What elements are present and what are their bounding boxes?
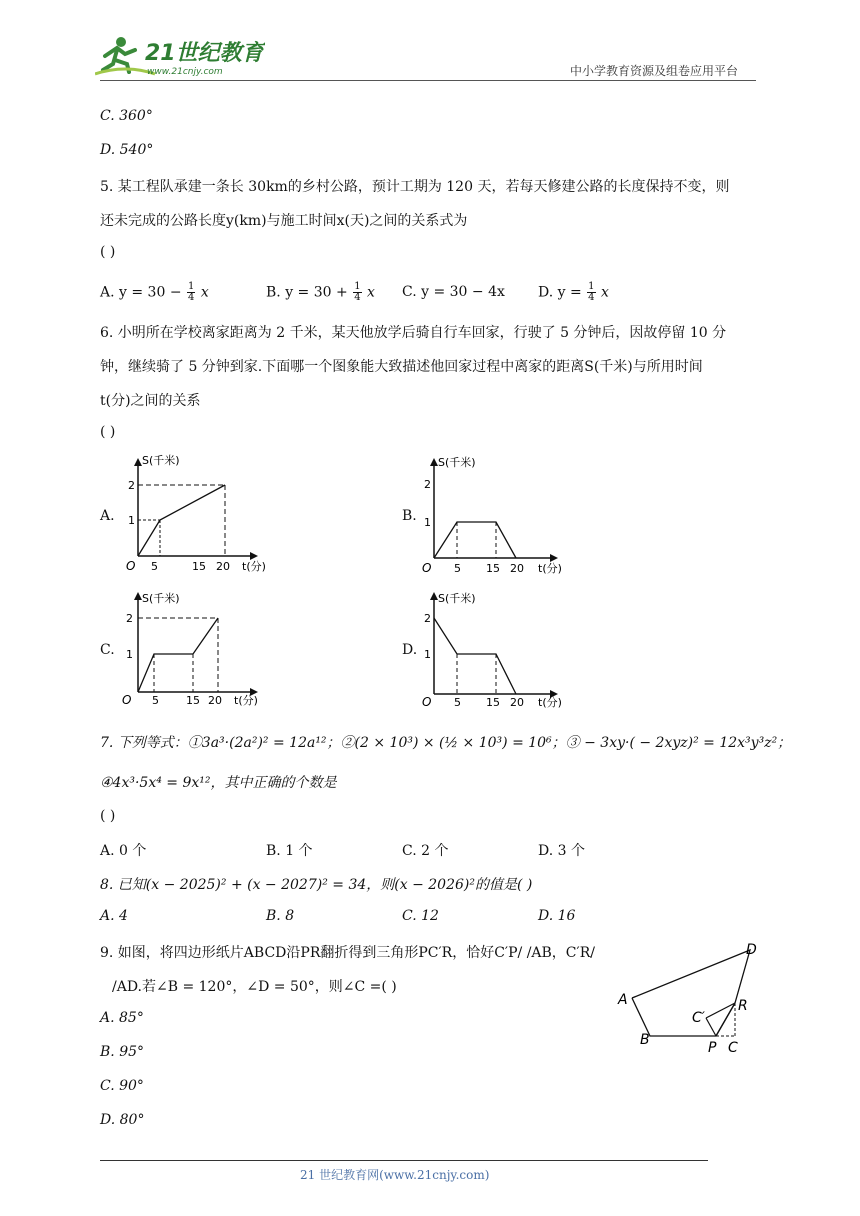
q6-graph-d — [418, 588, 568, 712]
q7-option-c: C. 2 个 — [402, 843, 449, 859]
y-axis-label: S(千米) — [438, 456, 476, 469]
q6-graph-b — [418, 452, 568, 576]
x-axis-label: t(分) — [242, 560, 266, 573]
fig-label-c-prime: C′ — [692, 1010, 705, 1026]
y-axis-label: S(千米) — [142, 454, 180, 467]
tick-5: 5 — [454, 562, 461, 575]
tick-15: 15 — [186, 694, 200, 707]
q5-paren: ( ) — [100, 244, 116, 260]
x-axis-label: t(分) — [538, 696, 562, 709]
x-axis-label: t(分) — [538, 562, 562, 575]
x-axis-label: t(分) — [234, 694, 258, 707]
fig-label-r: R — [738, 998, 748, 1014]
q6-graph-a — [118, 452, 268, 576]
graph-c-line — [138, 618, 218, 692]
tick-1: 1 — [126, 648, 133, 661]
tick-2: 2 — [424, 612, 431, 625]
header-right-text: 中小学教育资源及组卷应用平台 — [570, 64, 739, 78]
q8-option-c: C. 12 — [402, 908, 439, 924]
q9-option-c: C. 90° — [100, 1078, 144, 1094]
q9-line2: /AD.若∠B = 120°，∠D = 50°，则∠C =( ) — [112, 979, 397, 995]
tick-5: 5 — [151, 560, 158, 573]
q9-quadrilateral-figure — [608, 938, 768, 1060]
fig-label-b: B — [640, 1032, 650, 1048]
q7-option-d: D. 3 个 — [538, 843, 585, 859]
tick-5: 5 — [152, 694, 159, 707]
q7-option-b: B. 1 个 — [266, 843, 313, 859]
tick-1: 1 — [424, 648, 431, 661]
tick-5: 5 — [454, 696, 461, 709]
q7-paren: ( ) — [100, 808, 116, 824]
origin-label: O — [126, 559, 136, 573]
footer-text: 21 世纪教育网(www.21cnjy.com) — [300, 1168, 490, 1182]
fig-label-a: A — [618, 992, 628, 1008]
fig-label-p: P — [708, 1040, 717, 1056]
q6-label-b: B. — [402, 508, 417, 524]
tick-20: 20 — [216, 560, 230, 573]
q8-option-a: A. 4 — [100, 908, 128, 924]
q9-option-d: D. 80° — [100, 1112, 145, 1128]
q9-option-a: A. 85° — [100, 1010, 144, 1026]
origin-label: O — [122, 693, 132, 707]
q7-line2: ④4x³·5x⁴ = 9x¹²，其中正确的个数是 — [100, 775, 337, 791]
q5-line2: 还未完成的公路长度y(km)与施工时间x(天)之间的关系式为 — [100, 213, 468, 229]
q6-label-a: A. — [100, 508, 115, 524]
logo — [95, 34, 265, 78]
origin-label: O — [422, 561, 432, 575]
q6-line1: 6. 小明所在学校离家距离为 2 千米，某天他放学后骑自行车回家，行驶了 5 分钟后，因故停留 10 分 — [100, 325, 727, 341]
q6-line2: 钟，继续骑了 5 分钟到家.下面哪一个图象能大致描述他回家过程中离家的距离S(千米)与所用时间 — [100, 359, 703, 375]
q5-option-d: D. y = $\frac{1}{4}$ x — [538, 281, 609, 303]
graph-a-line — [138, 485, 225, 556]
origin-label: O — [422, 695, 432, 709]
q7-line1: 7. 下列等式：①3a³·(2a²)² = 12a¹²；②(2 × 10³) × (½ × 10³) = 10⁶；③ − 3xy·( − 2xyz)² = 12x³y³z²； — [100, 735, 792, 751]
tick-15: 15 — [486, 696, 500, 709]
q6-line3: t(分)之间的关系 — [100, 393, 201, 409]
header-divider — [100, 80, 756, 81]
q4-option-c: C. 360° — [100, 108, 153, 124]
q9-line1: 9. 如图，将四边形纸片ABCD沿PR翻折得到三角形PC′R，恰好C′P/ /AB，C′R/ — [100, 945, 595, 961]
q9-option-b: B. 95° — [100, 1044, 145, 1060]
q5-option-c: C. y = 30 − 4x — [402, 284, 505, 300]
logo-url: www.21cnjy.com — [147, 67, 223, 77]
tick-15: 15 — [192, 560, 206, 573]
tick-2: 2 — [128, 479, 135, 492]
y-axis-label: S(千米) — [142, 592, 180, 605]
tick-20: 20 — [510, 562, 524, 575]
tick-1: 1 — [424, 516, 431, 529]
tick-20: 20 — [510, 696, 524, 709]
q8-option-d: D. 16 — [538, 908, 576, 924]
q5-option-a: A. y = 30 − $\frac{1}{4}$ x — [100, 281, 209, 303]
q5-line1: 5. 某工程队承建一条长 30km的乡村公路，预计工期为 120 天，若每天修建公路的长度保持不变，则 — [100, 179, 730, 195]
q6-paren: ( ) — [100, 424, 116, 440]
tick-15: 15 — [486, 562, 500, 575]
tick-2: 2 — [126, 612, 133, 625]
q5-option-b: B. y = 30 + $\frac{1}{4}$ x — [266, 281, 375, 303]
q4-option-d: D. 540° — [100, 142, 154, 158]
logo-text: 21世纪教育 — [145, 41, 264, 66]
y-axis-label: S(千米) — [438, 592, 476, 605]
q6-label-d: D. — [402, 642, 418, 658]
q8-option-b: B. 8 — [266, 908, 295, 924]
tick-1: 1 — [128, 514, 135, 527]
graph-b-line — [434, 522, 516, 558]
q6-label-c: C. — [100, 642, 115, 658]
fig-label-c: C — [728, 1040, 738, 1056]
graph-d-line — [434, 618, 516, 694]
fig-label-d: D — [746, 942, 757, 958]
q7-option-a: A. 0 个 — [100, 843, 147, 859]
tick-2: 2 — [424, 478, 431, 491]
q6-graph-c — [118, 588, 268, 712]
tick-20: 20 — [208, 694, 222, 707]
q8-line1: 8. 已知(x − 2025)² + (x − 2027)² = 34，则(x − 2026)²的值是( ) — [100, 877, 533, 893]
footer-divider — [100, 1160, 708, 1161]
